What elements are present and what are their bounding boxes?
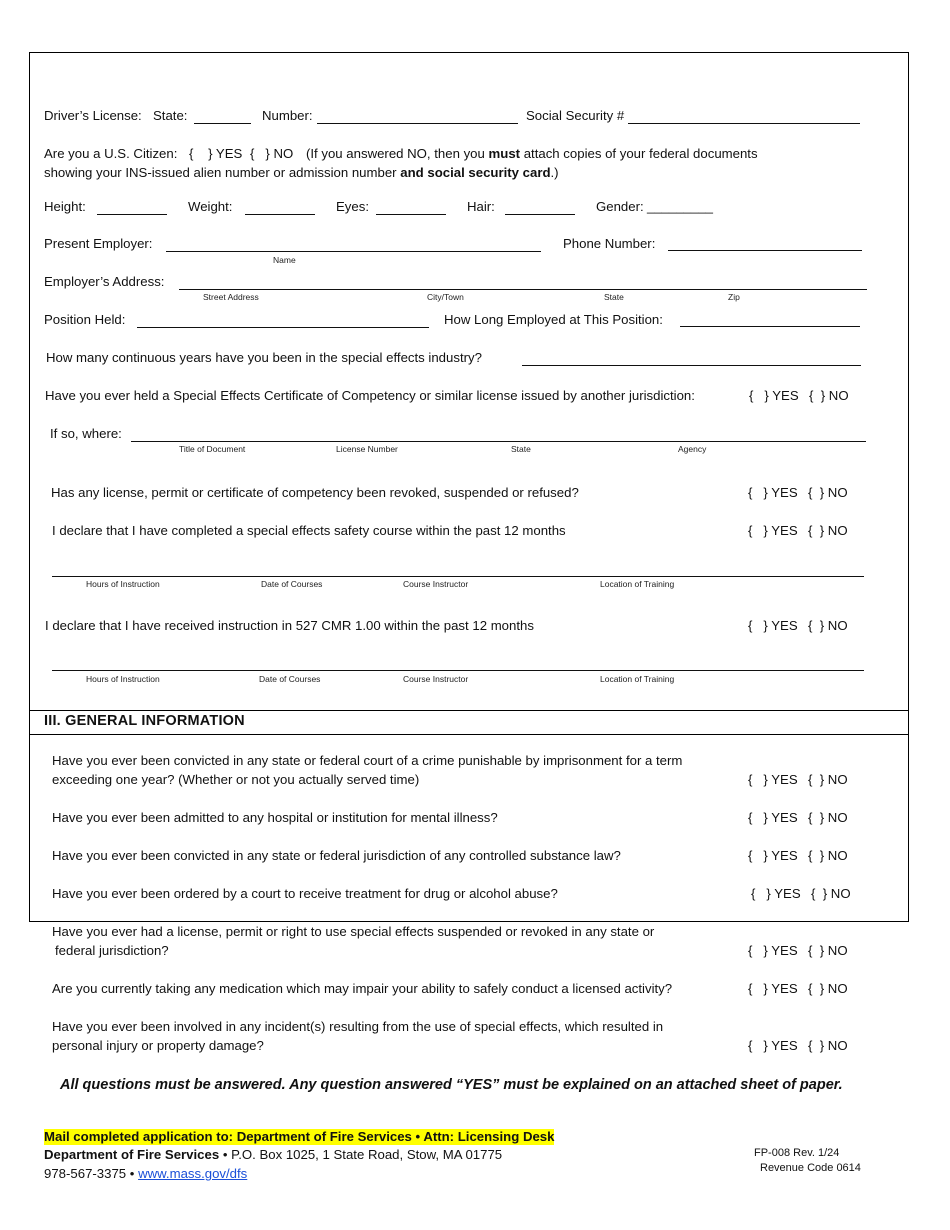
zip-sublabel: Zip [728, 292, 740, 302]
state-field[interactable] [194, 123, 251, 124]
q4: Have you ever been ordered by a court to receive treatment for drug or alcohol abuse? [52, 886, 558, 901]
phone-label: Phone Number: [563, 236, 656, 251]
q7-line2: personal injury or property damage? [52, 1038, 264, 1053]
eyes-field[interactable] [376, 214, 446, 215]
q7-line1: Have you ever been involved in any incident(s) resulting from the use of special effects, which resulted in [52, 1019, 664, 1034]
citizen-note-line2: showing your INS-issued alien number or admission number and social security card.) [44, 165, 559, 180]
contact-line: 978-567-3375 • www.mass.gov/dfs [44, 1166, 248, 1181]
employer-name-sublabel: Name [273, 255, 296, 265]
q5-line1: Have you ever had a license, permit or right to use special effects suspended or revoked in any state or [52, 924, 655, 939]
ssn-label: Social Security # [526, 108, 625, 123]
ssn-field[interactable] [628, 123, 860, 124]
q7-yes-checkbox[interactable]: { } YES [748, 1038, 798, 1053]
hair-field[interactable] [505, 214, 575, 215]
weight-field[interactable] [245, 214, 315, 215]
how-long-label: How Long Employed at This Position: [444, 312, 663, 327]
q2-yes-checkbox[interactable]: { } YES [748, 810, 798, 825]
eyes-label: Eyes: [336, 199, 369, 214]
answer-note: All questions must be answered. Any question answered “YES” must be explained on an attached sheet of paper. [60, 1077, 843, 1093]
position-field[interactable] [137, 327, 429, 328]
certificate-yes-checkbox[interactable]: { } YES [749, 388, 799, 403]
employer-name-field[interactable] [166, 251, 541, 252]
q5-line2: federal jurisdiction? [55, 943, 169, 958]
revoked-question: Has any license, permit or certificate of competency been revoked, suspended or refused? [51, 485, 579, 500]
q1-line1: Have you ever been convicted in any state or federal court of a crime punishable by imprisonment for a term [52, 753, 683, 768]
state-sublabel: State [604, 292, 624, 302]
city-sublabel: City/Town [427, 292, 464, 302]
number-label: Number: [262, 108, 313, 123]
employer-label: Present Employer: [44, 236, 153, 251]
citizen-yes-checkbox[interactable]: { } YES [189, 146, 243, 161]
form-number: FP-008 Rev. 1/24 [754, 1147, 840, 1159]
if-so-label: If so, where: [50, 426, 122, 441]
course-question: I declare that I have completed a special effects safety course within the past 12 months [52, 523, 566, 538]
q1-line2: exceeding one year? (Whether or not you actually served time) [52, 772, 420, 787]
years-question: How many continuous years have you been in the special effects industry? [46, 350, 482, 365]
mail-instructions: Mail completed application to: Department of Fire Services • Attn: Licensing Desk [44, 1129, 555, 1144]
course-hours-sublabel: Hours of Instruction [86, 579, 160, 589]
q6-yes-checkbox[interactable]: { } YES [748, 981, 798, 996]
q7-no-checkbox[interactable]: { } NO [808, 1038, 848, 1053]
title-of-document-sublabel: Title of Document [179, 444, 246, 454]
years-field[interactable] [522, 365, 861, 366]
citizen-question: Are you a U.S. Citizen: [44, 146, 178, 161]
cmr-date-sublabel: Date of Courses [259, 674, 321, 684]
street-address-sublabel: Street Address [203, 292, 259, 302]
agency-sublabel: Agency [678, 444, 707, 454]
course-instructor-sublabel: Course Instructor [403, 579, 469, 589]
revoked-no-checkbox[interactable]: { } NO [808, 485, 848, 500]
revenue-code: Revenue Code 0614 [760, 1162, 861, 1174]
gender-label: Gender: [596, 199, 644, 214]
course-location-sublabel: Location of Training [600, 579, 675, 589]
q3: Have you ever been convicted in any state or federal jurisdiction of any controlled substance law? [52, 848, 621, 863]
if-so-field[interactable] [131, 441, 866, 442]
cmr-question: I declare that I have received instruction in 527 CMR 1.00 within the past 12 months [45, 618, 534, 633]
gender-field[interactable]: _________ [647, 199, 714, 214]
cmr-hours-sublabel: Hours of Instruction [86, 674, 160, 684]
hair-label: Hair: [467, 199, 495, 214]
height-field[interactable] [97, 214, 167, 215]
revoked-yes-checkbox[interactable]: { } YES [748, 485, 798, 500]
q6: Are you currently taking any medication which may impair your ability to safely conduct a licensed activity? [52, 981, 673, 996]
position-label: Position Held: [44, 312, 126, 327]
course-date-sublabel: Date of Courses [261, 579, 323, 589]
certificate-question: Have you ever held a Special Effects Certificate of Competency or similar license issued by another jurisdiction: [45, 388, 695, 403]
cmr-yes-checkbox[interactable]: { } YES [748, 618, 798, 633]
phone-field[interactable] [668, 250, 862, 251]
certificate-no-checkbox[interactable]: { } NO [809, 388, 849, 403]
q4-no-checkbox[interactable]: { } NO [811, 886, 851, 901]
section-heading: III. GENERAL INFORMATION [44, 713, 245, 729]
section-divider-top [29, 710, 909, 711]
drivers-license-label: Driver’s License: [44, 108, 142, 123]
q2-no-checkbox[interactable]: { } NO [808, 810, 848, 825]
section-divider-bottom [29, 734, 909, 735]
cmr-instructor-sublabel: Course Instructor [403, 674, 469, 684]
q5-no-checkbox[interactable]: { } NO [808, 943, 848, 958]
how-long-field[interactable] [680, 326, 860, 327]
q1-no-checkbox[interactable]: { } NO [808, 772, 848, 787]
q5-yes-checkbox[interactable]: { } YES [748, 943, 798, 958]
license-number-field[interactable] [317, 123, 518, 124]
q3-yes-checkbox[interactable]: { } YES [748, 848, 798, 863]
website-link[interactable]: www.mass.gov/dfs [138, 1166, 248, 1181]
course-yes-checkbox[interactable]: { } YES [748, 523, 798, 538]
q4-yes-checkbox[interactable]: { } YES [751, 886, 801, 901]
q1-yes-checkbox[interactable]: { } YES [748, 772, 798, 787]
q2: Have you ever been admitted to any hospital or institution for mental illness? [52, 810, 498, 825]
course-no-checkbox[interactable]: { } NO [808, 523, 848, 538]
cmr-details-field[interactable] [52, 670, 864, 671]
employer-address-field[interactable] [179, 289, 867, 290]
citizen-no-checkbox[interactable]: { } NO [250, 146, 294, 161]
course-details-field[interactable] [52, 576, 864, 577]
state-label: State: [153, 108, 188, 123]
license-number-sublabel: License Number [336, 444, 398, 454]
q6-no-checkbox[interactable]: { } NO [808, 981, 848, 996]
cmr-no-checkbox[interactable]: { } NO [808, 618, 848, 633]
department-address: Department of Fire Services • P.O. Box 1025, 1 State Road, Stow, MA 01775 [44, 1147, 503, 1162]
cmr-location-sublabel: Location of Training [600, 674, 675, 684]
q3-no-checkbox[interactable]: { } NO [808, 848, 848, 863]
height-label: Height: [44, 199, 86, 214]
employer-address-label: Employer’s Address: [44, 274, 165, 289]
if-so-state-sublabel: State [511, 444, 531, 454]
citizen-note: (If you answered NO, then you must attach copies of your federal documents [306, 146, 758, 161]
weight-label: Weight: [188, 199, 233, 214]
